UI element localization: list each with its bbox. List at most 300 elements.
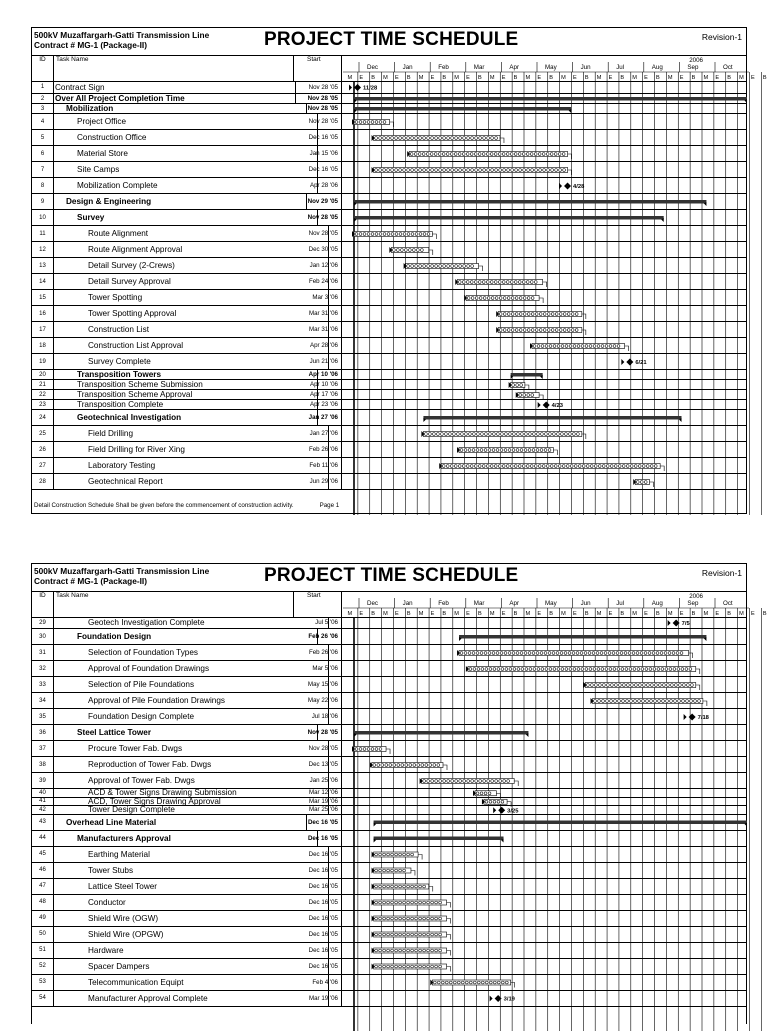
- task-row[interactable]: [32, 226, 746, 242]
- task-start: Dec 30 '05: [295, 242, 342, 257]
- task-row[interactable]: [32, 741, 746, 757]
- subcolumn-label: E: [572, 75, 577, 81]
- task-start: Nov 28 '05: [295, 210, 342, 225]
- task-name: Field Drilling: [54, 426, 329, 441]
- subcolumn-label: E: [715, 611, 720, 617]
- task-name: Material Store: [54, 146, 318, 161]
- subcolumn-label: M: [418, 75, 424, 81]
- task-start: Nov 28 '05: [295, 114, 342, 129]
- task-row[interactable]: [32, 290, 746, 306]
- subcolumn-label: E: [501, 611, 506, 617]
- task-name: Transposition Scheme Submission: [54, 380, 318, 389]
- task-id: 16: [32, 306, 54, 321]
- task-id: 31: [32, 645, 54, 660]
- task-name: Survey Complete: [54, 354, 329, 369]
- task-name: Telecommunication Equipt: [54, 975, 329, 990]
- project-line: 500kV Muzaffargarh-Gatti Transmission Line: [34, 566, 210, 576]
- subcolumn-label: B: [513, 75, 518, 81]
- task-name: Mobilization: [54, 104, 307, 113]
- task-name: Steel Lattice Tower: [54, 725, 318, 740]
- subcolumn-label: M: [596, 75, 602, 81]
- subcolumn-label: M: [596, 611, 602, 617]
- task-id: 12: [32, 242, 54, 257]
- task-id: 40: [32, 789, 54, 797]
- task-name: ACD, Tower Signs Drawing Approval: [54, 798, 329, 806]
- task-id: 9: [32, 194, 54, 209]
- task-id: 18: [32, 338, 54, 353]
- task-row[interactable]: [32, 911, 746, 927]
- task-row[interactable]: [32, 390, 746, 400]
- subcolumn-label: M: [525, 75, 531, 81]
- task-id: 35: [32, 709, 54, 724]
- month-label: Feb: [438, 64, 449, 71]
- year-label: 2006: [689, 593, 703, 600]
- subcolumn-label: M: [454, 611, 459, 617]
- task-start: Dec 16 '05: [295, 130, 342, 145]
- task-id: 29: [32, 617, 54, 628]
- task-start: May 22 '06: [295, 693, 342, 708]
- task-row[interactable]: [32, 146, 746, 162]
- task-name: Conductor: [54, 895, 329, 910]
- subcolumn-label: B: [620, 75, 625, 81]
- month-label: Aug: [651, 64, 663, 71]
- task-row[interactable]: [32, 991, 746, 1007]
- task-name: Selection of Foundation Types: [54, 645, 329, 660]
- subcolumn-label: M: [489, 611, 495, 617]
- task-row[interactable]: [32, 130, 746, 146]
- task-row[interactable]: [32, 306, 746, 322]
- task-name: Reproduction of Tower Fab. Dwgs: [54, 757, 329, 772]
- subcolumn-label: M: [667, 75, 673, 81]
- revision-label: Revision-1: [701, 568, 742, 578]
- task-row[interactable]: [32, 322, 746, 338]
- task-name: Geotechnical Report: [54, 474, 329, 489]
- task-name: Route Alignment Approval: [54, 242, 329, 257]
- task-id: 39: [32, 773, 54, 788]
- page-header: [32, 564, 746, 592]
- subcolumn-label: E: [572, 611, 577, 617]
- task-start: Jul 18 '06: [295, 709, 342, 724]
- subcolumn-label: M: [347, 75, 353, 81]
- task-start: Feb 4 '06: [295, 975, 342, 990]
- month-label: Jan: [402, 600, 413, 607]
- task-name: Construction Office: [54, 130, 318, 145]
- task-start: Mar 31 '06: [295, 306, 342, 321]
- subcolumn-label: M: [561, 75, 566, 81]
- subcolumn-label: B: [513, 611, 518, 617]
- month-label: May: [545, 600, 557, 607]
- subcolumn-label: E: [537, 75, 542, 81]
- task-id: 15: [32, 290, 54, 305]
- task-name: Survey: [54, 210, 318, 225]
- month-label: Mar: [473, 64, 485, 71]
- task-start: Nov 29 '05: [295, 194, 342, 209]
- task-row[interactable]: [32, 757, 746, 773]
- task-id: 54: [32, 991, 54, 1006]
- task-id: 51: [32, 943, 54, 958]
- milestone-label: 11/28: [363, 85, 378, 92]
- project-name: [34, 30, 209, 50]
- task-row[interactable]: [32, 400, 746, 410]
- subcolumn-label: E: [644, 75, 648, 81]
- task-id: 50: [32, 927, 54, 942]
- milestone-label: 3/19: [503, 996, 515, 1003]
- task-start: Feb 11 '06: [295, 458, 342, 473]
- month-label: May: [545, 64, 557, 71]
- subcolumn-label: B: [727, 75, 731, 81]
- task-row[interactable]: [32, 617, 746, 629]
- month-label: Dec: [367, 64, 379, 71]
- task-row[interactable]: [32, 442, 746, 458]
- task-id: 47: [32, 879, 54, 894]
- task-id: 30: [32, 629, 54, 644]
- subcolumn-label: E: [679, 75, 684, 81]
- month-label: Sep: [687, 600, 699, 607]
- task-name: Manufacturer Approval Complete: [54, 991, 329, 1006]
- task-id: 8: [32, 178, 54, 193]
- subcolumn-label: M: [347, 611, 353, 617]
- task-id: 26: [32, 442, 54, 457]
- task-id: 10: [32, 210, 54, 225]
- task-name: ACD & Tower Signs Drawing Submission: [54, 789, 329, 797]
- task-start: Jun 21 '06: [295, 354, 342, 369]
- task-start: Apr 28 '06: [295, 178, 342, 193]
- task-name: Shield Wire (OGW): [54, 911, 329, 926]
- page-footer: [34, 502, 339, 509]
- month-label: Jun: [580, 600, 591, 607]
- task-name: Geotech Investigation Complete: [54, 617, 329, 628]
- task-start: Dec 16 '05: [295, 959, 342, 974]
- subcolumn-label: E: [608, 611, 613, 617]
- task-id: 36: [32, 725, 54, 740]
- task-row[interactable]: [32, 474, 746, 490]
- month-label: Oct: [723, 64, 733, 71]
- task-name: Site Camps: [54, 162, 318, 177]
- task-name: Route Alignment: [54, 226, 329, 241]
- subcolumn-label: B: [406, 611, 411, 617]
- subcolumn-label: B: [656, 611, 660, 617]
- task-row[interactable]: [32, 81, 746, 94]
- task-id: 24: [32, 410, 54, 425]
- contract-line: Contract # MG-1 (Package-II): [34, 40, 147, 50]
- task-start: Apr 10 '06: [295, 380, 342, 389]
- task-row[interactable]: [32, 370, 746, 380]
- task-name: Project Office: [54, 114, 318, 129]
- task-id: 37: [32, 741, 54, 756]
- subcolumn-label: B: [762, 75, 767, 81]
- page-title: PROJECT TIME SCHEDULE: [264, 29, 519, 50]
- column-id: ID: [32, 55, 54, 81]
- task-id: 7: [32, 162, 54, 177]
- task-start: Mar 19 '06: [295, 991, 342, 1006]
- task-name: Construction List Approval: [54, 338, 329, 353]
- year-label: 2006: [689, 57, 703, 64]
- task-start: Dec 16 '05: [295, 879, 342, 894]
- task-name: Foundation Design Complete: [54, 709, 329, 724]
- milestone-label: 7/5: [681, 621, 690, 627]
- subcolumn-label: B: [406, 75, 411, 81]
- task-row[interactable]: [32, 693, 746, 709]
- task-row[interactable]: [32, 162, 746, 178]
- task-start: Dec 16 '05: [295, 863, 342, 878]
- task-name: Foundation Design: [54, 629, 318, 644]
- subcolumn-label: E: [394, 75, 399, 81]
- task-row[interactable]: [32, 338, 746, 354]
- task-id: 4: [32, 114, 54, 129]
- task-row[interactable]: [32, 975, 746, 991]
- task-id: 44: [32, 831, 54, 846]
- task-name: Transposition Scheme Approval: [54, 390, 318, 399]
- task-start: Apr 23 '06: [295, 400, 342, 409]
- subcolumn-label: E: [359, 611, 364, 617]
- project-name: [34, 566, 209, 586]
- task-name: Detail Survey Approval: [54, 274, 329, 289]
- task-name: Lattice Steel Tower: [54, 879, 329, 894]
- subcolumn-label: M: [489, 75, 495, 81]
- task-name: Over All Project Completion Time: [54, 94, 296, 103]
- task-start: Dec 16 '05: [295, 162, 342, 177]
- task-name: Tower Design Complete: [54, 806, 329, 814]
- schedule-page-2: [31, 563, 767, 1024]
- task-row[interactable]: [32, 458, 746, 474]
- task-id: 1: [32, 81, 54, 93]
- task-name: Design & Engineering: [54, 194, 307, 209]
- task-row[interactable]: [32, 815, 746, 831]
- task-start: Dec 16 '05: [295, 815, 342, 830]
- task-start: Jan 27 '06: [295, 426, 342, 441]
- task-start: May 15 '06: [295, 677, 342, 692]
- task-row[interactable]: [32, 242, 746, 258]
- task-name: Mobilization Complete: [54, 178, 318, 193]
- month-label: Oct: [723, 600, 733, 607]
- task-row[interactable]: [32, 104, 746, 114]
- schedule-page-1: [31, 27, 767, 514]
- task-row[interactable]: [32, 426, 746, 442]
- task-id: 25: [32, 426, 54, 441]
- task-start: Feb 26 '06: [295, 442, 342, 457]
- subcolumn-label: B: [691, 611, 696, 617]
- task-row[interactable]: [32, 847, 746, 863]
- subcolumn-label: B: [656, 75, 660, 81]
- task-name: Approval of Tower Fab. Dwgs: [54, 773, 329, 788]
- month-label: Mar: [473, 600, 485, 607]
- task-start: Nov 28 '05: [295, 725, 342, 740]
- task-id: 32: [32, 661, 54, 676]
- subcolumn-label: E: [715, 75, 720, 81]
- task-start: Dec 16 '05: [295, 847, 342, 862]
- page-title: PROJECT TIME SCHEDULE: [264, 565, 519, 586]
- task-id: 20: [32, 370, 54, 379]
- subcolumn-label: B: [549, 75, 553, 81]
- task-row[interactable]: [32, 94, 746, 104]
- subcolumn-label: B: [442, 75, 447, 81]
- column-id: ID: [32, 591, 54, 617]
- task-start: Dec 13 '05: [295, 757, 342, 772]
- task-name: Procure Tower Fab. Dwgs: [54, 741, 329, 756]
- task-start: Jan 12 '06: [295, 258, 342, 273]
- task-row[interactable]: [32, 380, 746, 390]
- subcolumn-label: B: [620, 611, 625, 617]
- task-name: Construction List: [54, 322, 329, 337]
- milestone-label: 7/18: [697, 715, 709, 721]
- subcolumn-label: B: [584, 75, 589, 81]
- subcolumn-label: B: [478, 611, 482, 617]
- task-row[interactable]: [32, 943, 746, 959]
- task-row[interactable]: [32, 274, 746, 290]
- subcolumn-label: M: [632, 611, 637, 617]
- subcolumn-label: E: [750, 611, 755, 617]
- subcolumn-label: B: [442, 611, 447, 617]
- task-start: Feb 26 '06: [295, 645, 342, 660]
- month-label: Jul: [616, 600, 625, 607]
- page-number: Page 1: [319, 502, 340, 509]
- task-row[interactable]: [32, 210, 746, 226]
- revision-label: Revision-1: [701, 32, 742, 42]
- task-start: Nov 28 '05: [295, 226, 342, 241]
- task-row[interactable]: [32, 178, 746, 194]
- task-name: Tower Spotting Approval: [54, 306, 329, 321]
- footer-note: Detail Construction Schedule Shall be given before the commencement of construction activity.: [34, 502, 294, 509]
- task-row[interactable]: [32, 258, 746, 274]
- milestone-label: 3/25: [507, 808, 519, 815]
- column-start: Start: [295, 55, 342, 81]
- task-row[interactable]: [32, 959, 746, 975]
- task-start: Dec 16 '05: [295, 927, 342, 942]
- project-line: 500kV Muzaffargarh-Gatti Transmission Line: [34, 30, 210, 40]
- task-start: Nov 28 '05: [295, 104, 342, 113]
- column-start: Start: [295, 591, 342, 617]
- task-name: Geotechnical Investigation: [54, 410, 318, 425]
- task-start: Nov 28 '05: [295, 94, 342, 103]
- task-id: 5: [32, 130, 54, 145]
- subcolumn-label: E: [501, 75, 506, 81]
- task-row[interactable]: [32, 831, 746, 847]
- subcolumn-label: E: [466, 75, 470, 81]
- month-label: Apr: [509, 600, 520, 607]
- subcolumn-label: E: [430, 75, 435, 81]
- task-name: Overhead Line Material: [54, 815, 307, 830]
- task-name: Transposition Towers: [54, 370, 318, 379]
- task-id: 43: [32, 815, 54, 830]
- task-name: Approval of Pile Foundation Drawings: [54, 693, 329, 708]
- month-label: Aug: [651, 600, 663, 607]
- task-name: Tower Stubs: [54, 863, 329, 878]
- task-start: Jun 29 '06: [295, 474, 342, 489]
- task-start: Nov 28 '05: [295, 81, 342, 93]
- task-id: 53: [32, 975, 54, 990]
- task-id: 46: [32, 863, 54, 878]
- task-start: Nov 28 '05: [295, 741, 342, 756]
- task-id: 33: [32, 677, 54, 692]
- task-start: Apr 28 '06: [295, 338, 342, 353]
- subcolumn-label: M: [632, 75, 637, 81]
- task-name: Contract Sign: [54, 81, 296, 93]
- task-row[interactable]: [32, 895, 746, 911]
- task-start: Jan 27 '06: [295, 410, 342, 425]
- task-name: Transposition Complete: [54, 400, 318, 409]
- task-id: 19: [32, 354, 54, 369]
- task-row[interactable]: [32, 677, 746, 693]
- task-start: Jul 5 '06: [295, 617, 342, 628]
- task-row[interactable]: [32, 879, 746, 895]
- column-task-name: Task Name: [54, 591, 294, 617]
- task-row[interactable]: [32, 114, 746, 130]
- subcolumn-label: M: [454, 75, 459, 81]
- task-id: 23: [32, 400, 54, 409]
- task-row[interactable]: [32, 354, 746, 370]
- subcolumn-label: M: [739, 75, 744, 81]
- task-name: Shield Wire (OPGW): [54, 927, 329, 942]
- task-row[interactable]: [32, 661, 746, 677]
- task-start: Feb 26 '06: [295, 629, 342, 644]
- task-start: Mar 12 '06: [295, 789, 342, 797]
- task-row[interactable]: [32, 725, 746, 741]
- milestone-label: 4/28: [573, 184, 585, 190]
- task-row[interactable]: [32, 773, 746, 789]
- subcolumn-label: M: [739, 611, 744, 617]
- milestone-label: 4/23: [551, 403, 563, 409]
- task-name: Detail Survey (2-Crews): [54, 258, 329, 273]
- page-header: [32, 28, 746, 56]
- task-row[interactable]: [32, 629, 746, 645]
- subcolumn-label: B: [371, 75, 375, 81]
- subcolumn-label: M: [561, 611, 566, 617]
- task-id: 52: [32, 959, 54, 974]
- task-id: 17: [32, 322, 54, 337]
- task-start: Jan 25 '06: [295, 773, 342, 788]
- task-id: 14: [32, 274, 54, 289]
- task-start: Apr 17 '06: [295, 390, 342, 399]
- task-id: 13: [32, 258, 54, 273]
- subcolumn-label: E: [750, 75, 755, 81]
- month-label: Apr: [509, 64, 520, 71]
- task-start: Feb 24 '06: [295, 274, 342, 289]
- task-row[interactable]: [32, 645, 746, 661]
- month-label: Jun: [580, 64, 591, 71]
- column-task-name: Task Name: [54, 55, 294, 81]
- subcolumn-label: B: [549, 611, 553, 617]
- task-start: Dec 16 '05: [295, 895, 342, 910]
- task-row[interactable]: [32, 410, 746, 426]
- task-row[interactable]: [32, 194, 746, 210]
- subcolumn-label: E: [679, 611, 684, 617]
- task-id: 3: [32, 104, 54, 113]
- subcolumn-label: E: [466, 611, 470, 617]
- task-id: 21: [32, 380, 54, 389]
- subcolumn-label: E: [644, 611, 648, 617]
- subcolumn-label: E: [394, 611, 399, 617]
- subcolumn-label: B: [691, 75, 696, 81]
- task-row[interactable]: [32, 709, 746, 725]
- subcolumn-label: B: [584, 611, 589, 617]
- subcolumn-label: E: [430, 611, 435, 617]
- task-id: 22: [32, 390, 54, 399]
- subcolumn-label: E: [608, 75, 613, 81]
- task-name: Earthing Material: [54, 847, 329, 862]
- task-row[interactable]: [32, 863, 746, 879]
- subcolumn-label: M: [418, 611, 424, 617]
- task-id: 42: [32, 806, 54, 814]
- subcolumn-label: B: [727, 611, 731, 617]
- task-start: Dec 16 '05: [295, 831, 342, 846]
- task-row[interactable]: [32, 806, 746, 815]
- task-start: Apr 10 '06: [295, 370, 342, 379]
- subcolumn-label: B: [478, 75, 482, 81]
- task-id: 2: [32, 94, 54, 103]
- subcolumn-label: M: [383, 611, 388, 617]
- task-row[interactable]: [32, 927, 746, 943]
- month-label: Dec: [367, 600, 379, 607]
